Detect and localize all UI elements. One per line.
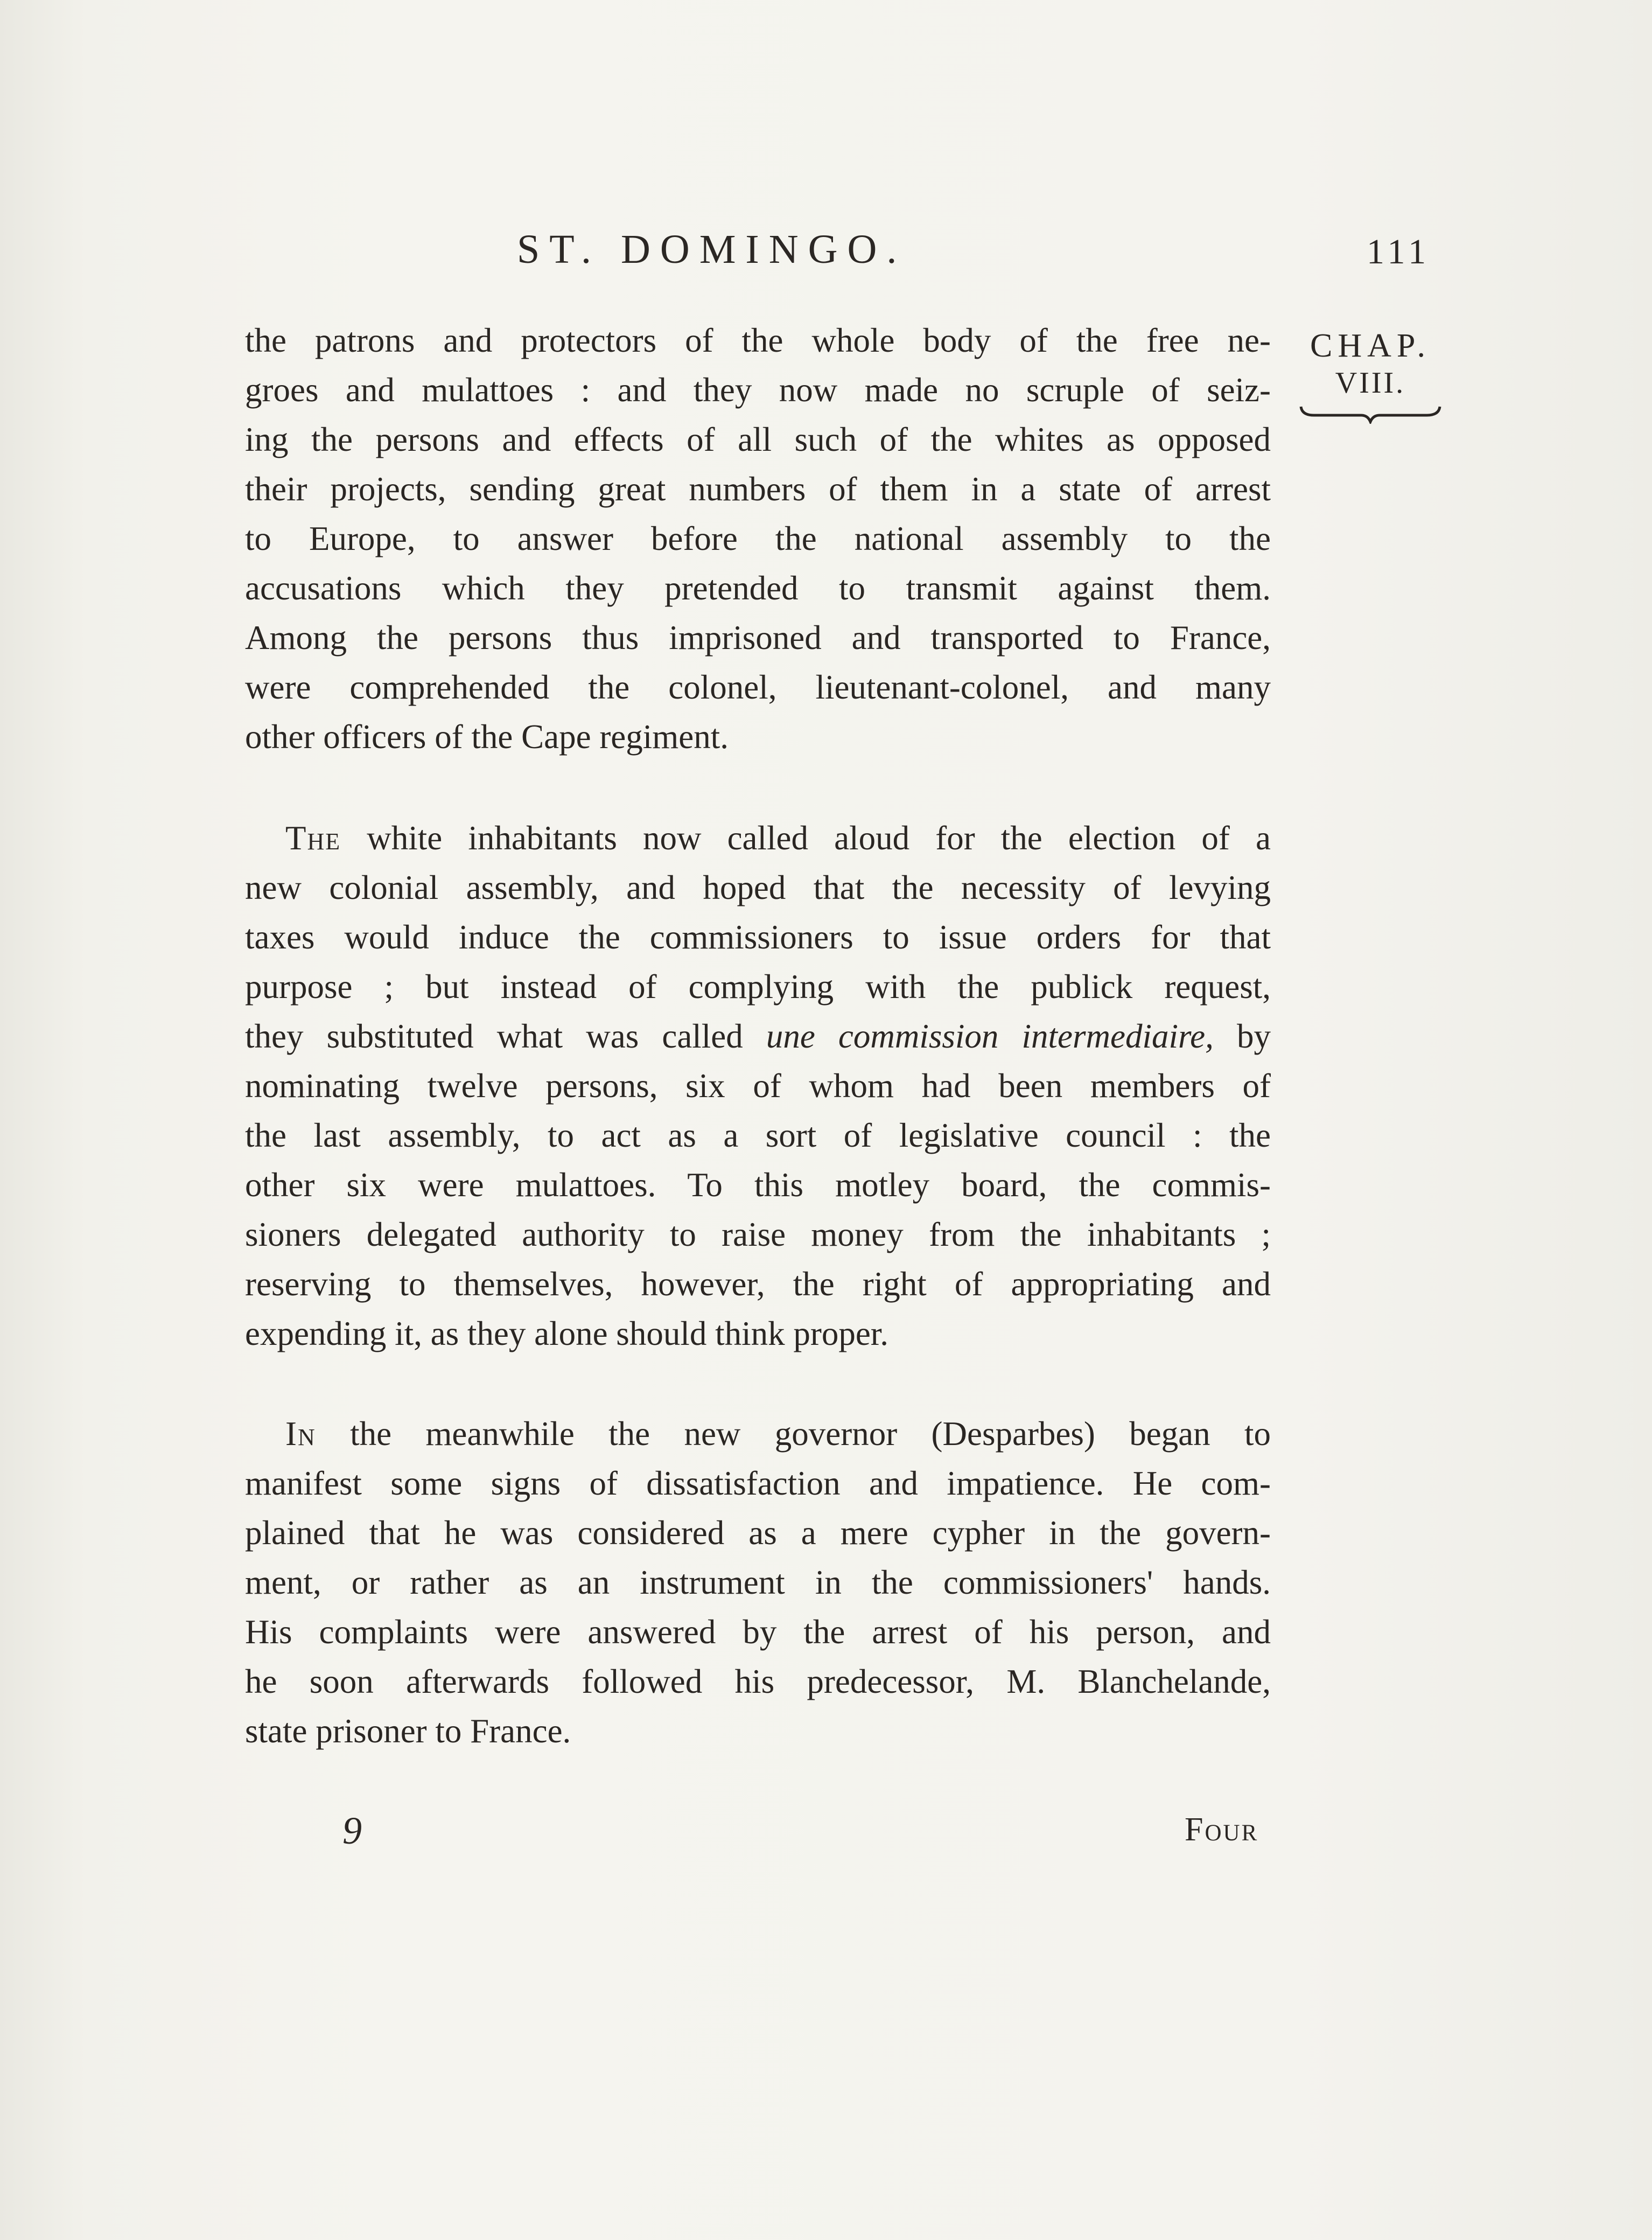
text-line: taxes would induce the commissioners to issue orders for that [245, 918, 1271, 956]
text-line: Among the persons thus imprisoned and transported to France, [245, 619, 1271, 657]
paragraph-3 [245, 1409, 1271, 1756]
chapter-marker [1298, 325, 1443, 424]
text-line: were comprehended the colonel, lieutenant-colonel, and many [245, 668, 1271, 706]
catchword: Four [1185, 1811, 1259, 1848]
paragraph-lead-word: In [285, 1415, 316, 1453]
text-line: sioners delegated authority to raise money from the inhabitants ; [245, 1216, 1271, 1253]
text-line: he soon afterwards followed his predecessor, M. Blanchelande, [245, 1663, 1271, 1700]
chapter-brace-ornament [1298, 402, 1443, 424]
text-line: state prisoner to France. [245, 1712, 571, 1750]
paragraph-1 [245, 316, 1271, 762]
text-span: white inhabitants now called aloud for the election of a [367, 819, 1271, 857]
text-line: purpose ; but instead of complying with the publick request, [245, 968, 1271, 1006]
text-line: accusations which they pretended to transmit against them. [245, 569, 1271, 607]
text-line: new colonial assembly, and hoped that the necessity of levying [245, 869, 1271, 906]
text-line: other six were mulattoes. To this motley board, the commis- [245, 1166, 1271, 1204]
running-title: ST. DOMINGO. [517, 227, 907, 272]
italic-phrase: une commission intermediaire, [766, 1017, 1214, 1055]
text-span: the meanwhile the new governor (Desparbes) began to [350, 1415, 1271, 1453]
text-line: expending it, as they alone should think proper. [245, 1315, 889, 1352]
chapter-number: VIII. [1335, 366, 1406, 400]
page-number: 111 [1367, 232, 1431, 271]
text-line: ment, or rather as an instrument in the commissioners' hands. [245, 1564, 1271, 1601]
text-line: their projects, sending great numbers of them in a state of arrest [245, 470, 1271, 508]
text-line: the last assembly, to act as a sort of legislative council : the [245, 1116, 1271, 1154]
text-line: His complaints were answered by the arrest of his person, and [245, 1613, 1271, 1651]
text-line: ing the persons and effects of all such of the whites as opposed [245, 421, 1271, 458]
text-line [245, 813, 1271, 863]
text-line: nominating twelve persons, six of whom had been members of [245, 1067, 1271, 1105]
text-line [245, 1409, 1271, 1459]
text-line: the patrons and protectors of the whole body of the free ne- [245, 322, 1271, 359]
paragraph-2 [245, 813, 1271, 1358]
text-span: they substituted what was called [245, 1017, 743, 1055]
text-line: to Europe, to answer before the national assembly to the [245, 520, 1271, 557]
text-line: plained that he was considered as a mere cypher in the govern- [245, 1514, 1271, 1552]
text-line: manifest some signs of dissatisfaction and impatience. He com- [245, 1464, 1271, 1502]
text-line [245, 1011, 1271, 1061]
chapter-label: CHAP. [1310, 327, 1431, 364]
text-line: groes and mulattoes : and they now made no scruple of seiz- [245, 371, 1271, 409]
text-line: other officers of the Cape regiment. [245, 718, 729, 756]
text-span: by [1237, 1017, 1271, 1055]
paragraph-lead-word: The [285, 819, 341, 857]
signature-mark: 9 [342, 1809, 362, 1852]
text-line: reserving to themselves, however, the right of appropriating and [245, 1265, 1271, 1303]
